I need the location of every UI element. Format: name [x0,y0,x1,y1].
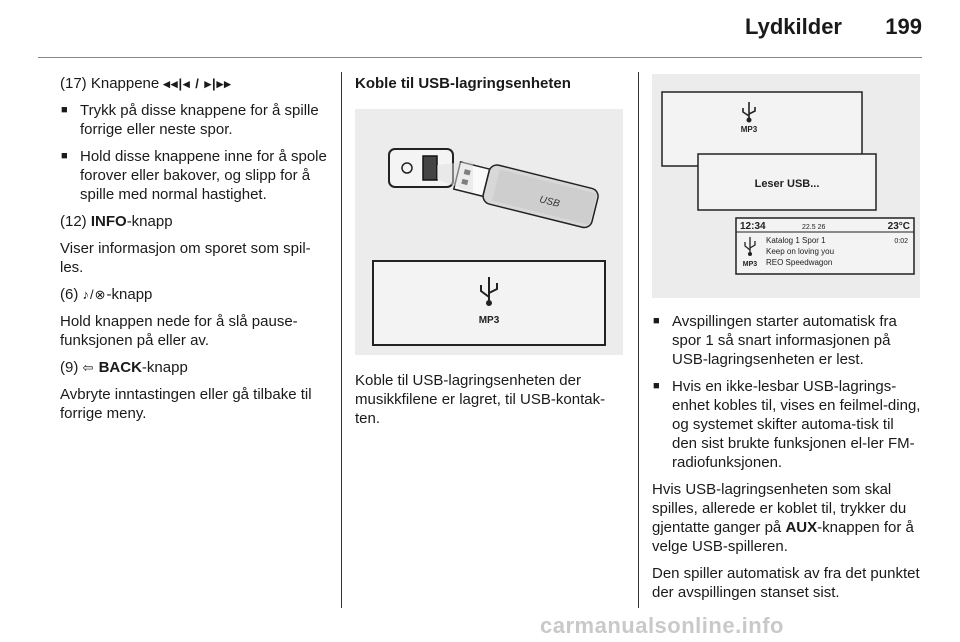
column-divider-2 [638,72,639,608]
screen-1-label: MP3 [740,125,758,134]
paragraph-back-button: (9) ⇦ BACK-knapp [60,359,188,376]
screen-mp3-label: MP3 [478,315,500,326]
section-title: Lydkilder [745,14,842,39]
paragraph-info-button: (12) INFO-knapp [60,213,173,230]
column-2 [355,74,625,436]
column-3 [652,74,922,610]
paragraph-back-desc: Avbryte inntastingen eller gå tilbake til forrige meny. [60,386,312,422]
paragraph-info-desc: Viser informasjon om sporet som spil-les. [60,240,311,276]
pause-mute-icon: ♪/⊗ [82,287,107,302]
paragraph-pause-desc: Hold knappen nede for å slå pause-funksjonen på eller av. [60,313,298,349]
paragraph-pause-button: (6) ♪/⊗-knapp [60,286,153,303]
section-heading: Koble til USB-lagringsenheten [355,75,571,92]
skip-symbols-icon: ◂◂|◂ / ▸|▸▸ [163,76,232,91]
screen-3-temp: 23°C [887,221,910,232]
bullet-skip-hold: ■ Hold disse knappene inne for å spole forover eller bakover, og slipp for å spille med normal hastighet. [60,147,328,204]
bullet-autoplay: ■ Avspillingen starter automatisk fra spor 1 så snart informasjonen på USB-lagringsenheten er lest. [652,312,922,369]
screen-3-mp3-label: MP3 [742,261,758,268]
paragraph-aux-button: Hvis USB-lagringsenheten som skal spilles, allerede er koblet til, trykker du gjentatte ganger på AUX-knappen for å velge USB-spilleren. [652,481,914,555]
back-arrow-icon: ⇦ [82,360,95,375]
usb-port-icon [423,156,437,180]
figure-caption: Koble til USB-lagringsenheten der musikkfilene er lagret, til USB-kontak-ten. [355,372,606,427]
column-divider-1 [341,72,342,608]
header-rule [38,57,922,58]
page-header [0,0,960,58]
paragraph-resume: Den spiller automatisk av fra det punktet der avspillingen stanset sist. [652,565,920,601]
column-1 [60,74,328,431]
usb-display-sequence-figure [652,74,920,298]
screen-3-line3: REO Speedwagon [766,258,833,267]
screen-3-info: 22.5 26 [802,224,826,231]
bullet-unreadable: ■ Hvis en ikke-lesbar USB-lagrings-enhet kobles til, vises en feilmel-ding, og systemet skifter automa-tisk til den sist brukte funksjonen el-ler FM-radiofunksjonen. [652,377,922,472]
stick-label: USB [538,194,561,210]
bullet-skip-press: ■ Trykk på disse knappene for å spille forrige eller neste spor. [60,101,328,139]
screen-3-line1: Katalog 1 Spor 1 [766,236,826,245]
screen-3-elapsed: 0:02 [894,238,908,245]
paragraph-skip-buttons: (17) Knappene ◂◂|◂ / ▸|▸▸ [60,75,232,92]
usb-connect-figure [355,109,623,355]
page-number: 199 [885,14,922,39]
watermark: carmanualsonline.info [540,613,784,638]
screen-3-time: 12:34 [740,221,766,232]
screen-2-text: Leser USB... [754,178,820,190]
screen-3-line2: Keep on loving you [766,247,835,256]
